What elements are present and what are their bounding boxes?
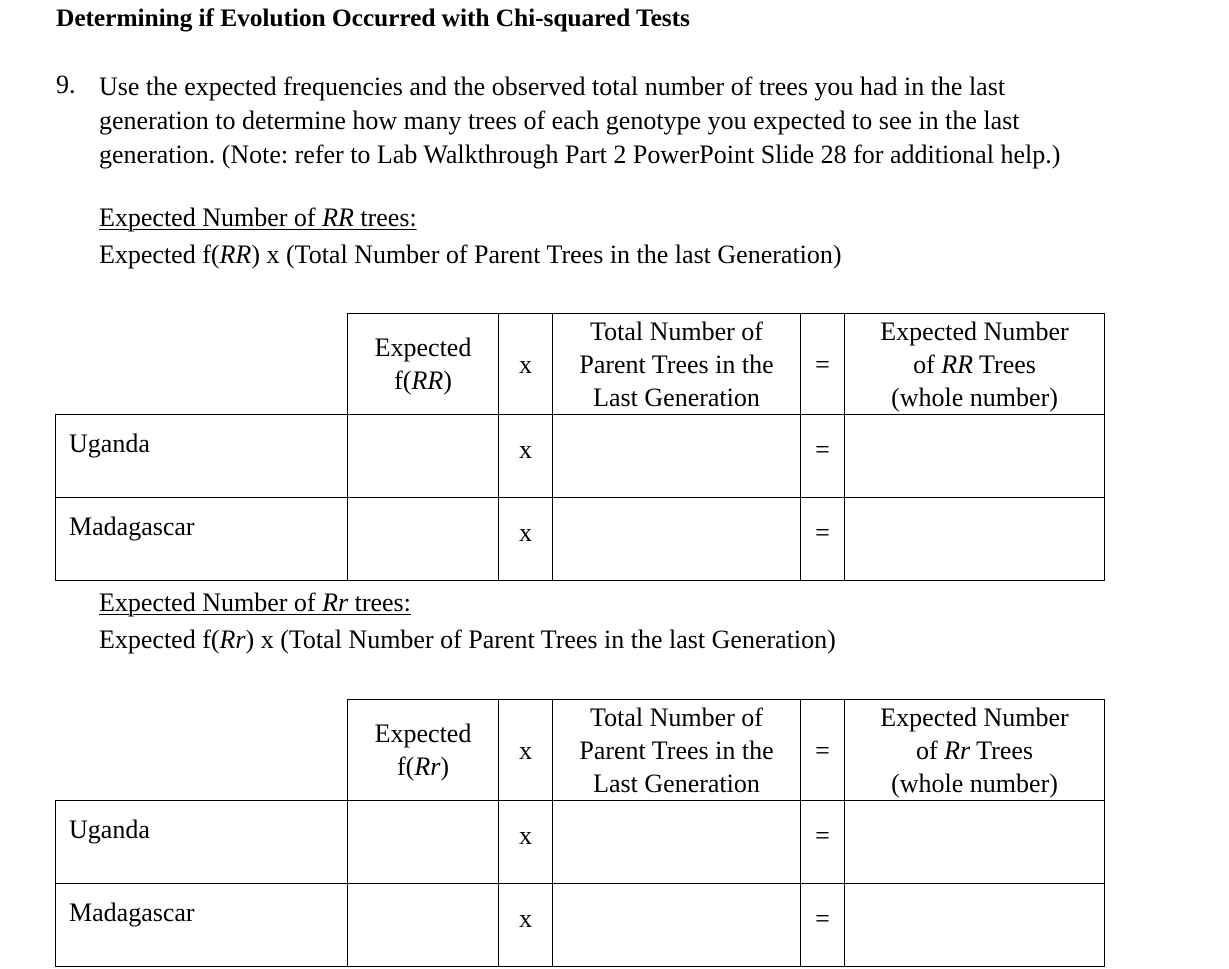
section-heading: Expected Number of Rr trees: — [99, 588, 411, 617]
header-total-parent-trees: Total Number of Parent Trees in the Last Generation — [553, 700, 801, 801]
expected-f-cell[interactable] — [348, 801, 499, 884]
table-row — [56, 884, 1105, 967]
header-expected-number: Expected Number of Rr Trees (whole number) — [845, 700, 1105, 801]
equals-sign: = — [801, 415, 845, 498]
times-sign: x — [499, 415, 553, 498]
table-row — [56, 415, 1105, 498]
equals-sign: = — [801, 884, 845, 967]
total-trees-cell[interactable] — [553, 884, 801, 967]
question-text — [99, 70, 1199, 172]
row-label: Madagascar — [56, 498, 348, 581]
expected-f-cell[interactable] — [348, 415, 499, 498]
header-expected-f: Expected f(Rr) — [348, 700, 499, 801]
document-title: Determining if Evolution Occurred with Chi-squared Tests — [56, 3, 690, 32]
row-label: Uganda — [56, 415, 348, 498]
times-sign: x — [499, 801, 553, 884]
expected-number-cell[interactable] — [845, 498, 1105, 581]
question-line: generation to determine how many trees of each genotype you expected to see in the last — [99, 106, 1020, 135]
section-rr-hetero — [99, 584, 836, 658]
expected-number-cell[interactable] — [845, 884, 1105, 967]
expected-f-cell[interactable] — [348, 884, 499, 967]
header-total-parent-trees: Total Number of Parent Trees in the Last Generation — [553, 314, 801, 415]
header-equals: = — [801, 314, 845, 415]
section-formula: Expected f(Rr) x (Total Number of Parent Trees in the last Generation) — [99, 625, 836, 654]
expected-number-cell[interactable] — [845, 415, 1105, 498]
times-sign: x — [499, 884, 553, 967]
equals-sign: = — [801, 498, 845, 581]
rr-hetero-calculation-table — [55, 699, 1105, 967]
header-equals: = — [801, 700, 845, 801]
corner-empty — [56, 314, 348, 415]
rr-calculation-table — [55, 313, 1105, 581]
expected-f-cell[interactable] — [348, 498, 499, 581]
question-line: Use the expected frequencies and the observed total number of trees you had in the last — [99, 72, 1006, 101]
section-heading: Expected Number of RR trees: — [99, 203, 417, 232]
times-sign: x — [499, 498, 553, 581]
equals-sign: = — [801, 801, 845, 884]
total-trees-cell[interactable] — [553, 801, 801, 884]
table-row — [56, 498, 1105, 581]
section-rr — [99, 199, 842, 273]
header-times: x — [499, 314, 553, 415]
header-times: x — [499, 700, 553, 801]
table-row — [56, 801, 1105, 884]
row-label: Madagascar — [56, 884, 348, 967]
corner-empty — [56, 700, 348, 801]
total-trees-cell[interactable] — [553, 498, 801, 581]
section-formula: Expected f(RR) x (Total Number of Parent Trees in the last Generation) — [99, 240, 842, 269]
total-trees-cell[interactable] — [553, 415, 801, 498]
question-line: generation. (Note: refer to Lab Walkthrough Part 2 PowerPoint Slide 28 for additional help.) — [99, 140, 1061, 169]
row-label: Uganda — [56, 801, 348, 884]
header-expected-number: Expected Number of RR Trees (whole number) — [845, 314, 1105, 415]
header-expected-f: Expected f(RR) — [348, 314, 499, 415]
question-number: 9. — [56, 70, 76, 99]
expected-number-cell[interactable] — [845, 801, 1105, 884]
